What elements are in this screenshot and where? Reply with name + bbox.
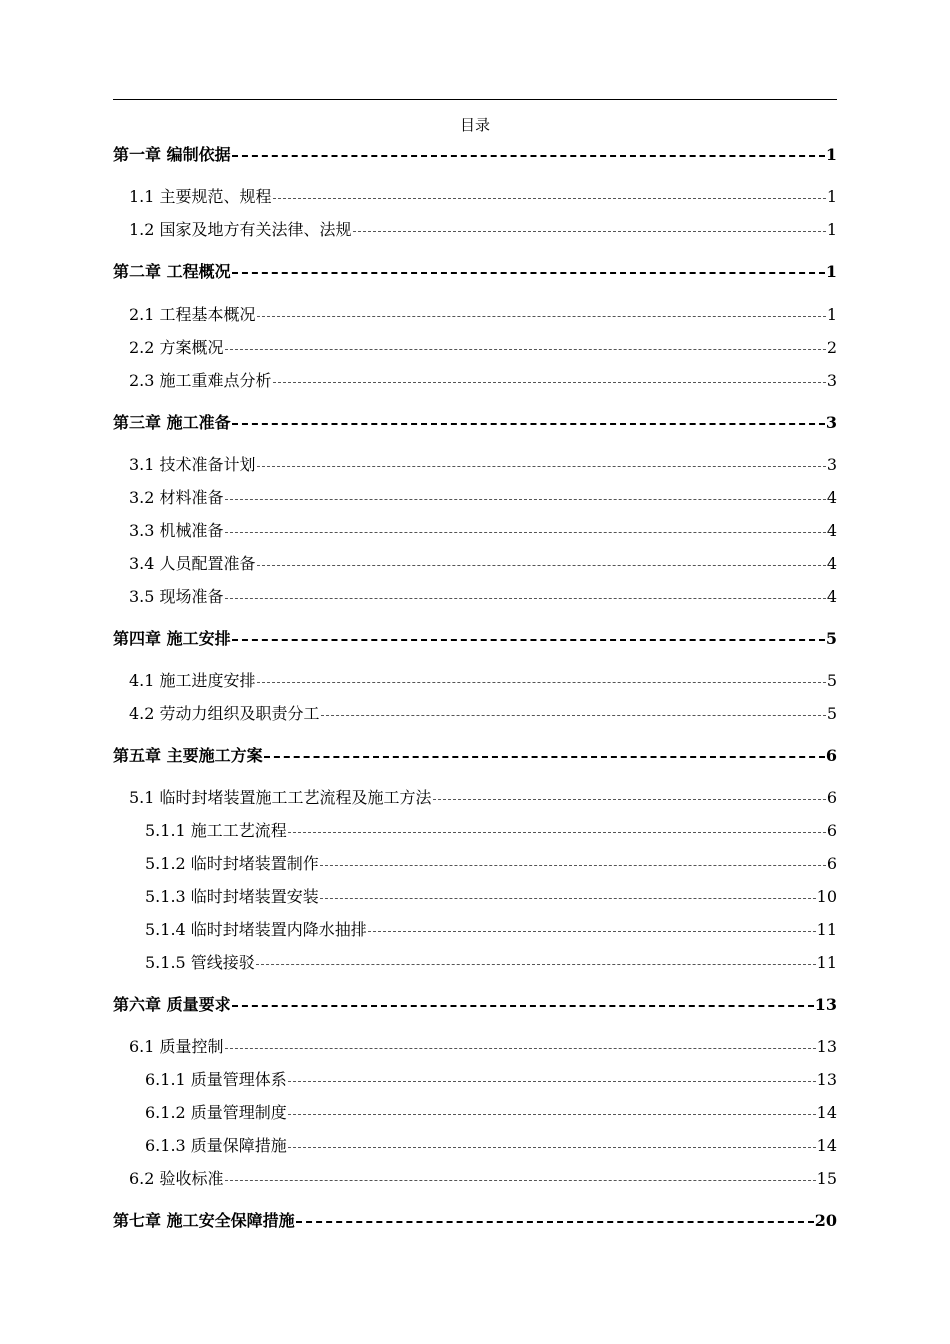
toc-entry-page-number: 11 [816,920,837,939]
toc-entry-page-number: 6 [826,788,837,807]
toc-entry-label: 第三章 施工准备 [113,413,231,432]
toc-entry-page-number: 6 [826,854,837,873]
toc-entry-page-number: 1 [826,305,837,324]
toc-leader-dashes [232,423,825,425]
toc-leader-dashes [273,198,826,199]
toc-entry[interactable] [113,303,837,327]
toc-entry[interactable] [113,669,837,693]
toc-entry-label: 第一章 编制依据 [113,145,231,164]
toc-entry-page-number: 6 [826,821,837,840]
toc-leader-dashes [232,155,825,157]
toc-entry[interactable] [113,819,837,843]
toc-entry-label: 1.2 国家及地方有关法律、法规 [129,220,352,239]
toc-title: 目录 [459,116,490,134]
toc-entry-page-number: 1 [825,262,837,281]
toc-leader-dashes [273,382,826,383]
toc-entry-page-number: 13 [816,1070,837,1089]
toc-leader-dashes [288,1081,816,1082]
toc-entry-page-number: 10 [816,887,837,906]
toc-entry[interactable] [113,218,837,242]
toc-entry-label: 3.3 机械准备 [129,521,224,540]
toc-leader-dashes [225,1180,816,1181]
toc-entry[interactable] [113,519,837,543]
toc-entry-label: 第七章 施工安全保障措施 [113,1211,295,1230]
toc-entry[interactable] [113,852,837,876]
toc-leader-dashes [353,231,826,232]
toc-leader-dashes [257,565,826,566]
toc-entry-page-number: 4 [826,521,837,540]
toc-entry[interactable] [113,1101,837,1125]
toc-entry-page-number: 4 [826,488,837,507]
toc-entry-label: 第五章 主要施工方案 [113,746,263,765]
toc-entry-label: 6.1.3 质量保障措施 [145,1136,287,1155]
toc-entry[interactable] [113,486,837,510]
toc-entry[interactable] [113,1209,837,1233]
toc-entry-label: 4.2 劳动力组织及职责分工 [129,704,320,723]
toc-leader-dashes [232,639,825,641]
toc-entry-page-number: 1 [825,145,837,164]
toc-leader-dashes [288,1147,816,1148]
toc-entry[interactable] [113,627,837,651]
toc-leader-dashes [433,799,826,800]
toc-entry[interactable] [113,1035,837,1059]
header-rule [113,99,837,100]
toc-entry-label: 2.1 工程基本概况 [129,305,256,324]
toc-entry-label: 6.1.1 质量管理体系 [145,1070,287,1089]
toc-entry-label: 5.1.2 临时封堵装置制作 [145,854,319,873]
toc-leader-dashes [232,1005,814,1007]
toc-leader-dashes [320,865,826,866]
toc-leader-dashes [368,931,816,932]
toc-entry-label: 3.4 人员配置准备 [129,554,256,573]
toc-entry-page-number: 14 [816,1136,837,1155]
toc-leader-dashes [321,715,826,716]
toc-leader-dashes [256,964,816,965]
toc-entry-page-number: 13 [816,1037,837,1056]
toc-entry-page-number: 2 [826,338,837,357]
toc-entry-label: 6.1.2 质量管理制度 [145,1103,287,1122]
toc-entry[interactable] [113,585,837,609]
toc-entry-label: 5.1.4 临时封堵装置内降水抽排 [145,920,367,939]
toc-entry[interactable] [113,1167,837,1191]
toc-entry-page-number: 11 [816,953,837,972]
toc-entry-page-number: 1 [826,187,837,206]
toc-leader-dashes [232,272,825,274]
toc-leader-dashes [225,532,826,533]
toc-entry-page-number: 13 [814,995,837,1014]
toc-entry-page-number: 4 [826,554,837,573]
toc-leader-dashes [296,1221,814,1223]
toc-entry-label: 3.1 技术准备计划 [129,455,256,474]
toc-entry-label: 第四章 施工安排 [113,629,231,648]
toc-entry-page-number: 3 [826,455,837,474]
toc-entry[interactable] [113,993,837,1017]
toc-entry-label: 第六章 质量要求 [113,995,231,1014]
toc-leader-dashes [225,1048,816,1049]
toc-entry[interactable] [113,453,837,477]
toc-entry-label: 6.1 质量控制 [129,1037,224,1056]
toc-entry-page-number: 3 [825,413,837,432]
toc-entry-label: 5.1.3 临时封堵装置安装 [145,887,319,906]
toc-entry-page-number: 15 [816,1169,837,1188]
toc-entry[interactable] [113,411,837,435]
toc-leader-dashes [225,499,826,500]
toc-entry-label: 第二章 工程概况 [113,262,231,281]
toc-entry-page-number: 5 [826,671,837,690]
toc-entry-label: 5.1 临时封堵装置施工工艺流程及施工方法 [129,788,432,807]
toc-entry-label: 1.1 主要规范、规程 [129,187,272,206]
toc-entry-page-number: 4 [826,587,837,606]
toc-entry[interactable] [113,369,837,393]
toc-entry[interactable] [113,260,837,284]
toc-entry-page-number: 1 [826,220,837,239]
toc-entry-page-number: 20 [814,1211,837,1230]
toc-entry-label: 2.2 方案概况 [129,338,224,357]
toc-leader-dashes [264,756,825,758]
toc-entry[interactable] [113,1068,837,1092]
toc-entry-label: 4.1 施工进度安排 [129,671,256,690]
toc-leader-dashes [288,1114,816,1115]
toc-leader-dashes [225,598,826,599]
toc-entry[interactable] [113,702,837,726]
toc-entry-label: 5.1.5 管线接驳 [145,953,255,972]
toc-entry-page-number: 5 [826,704,837,723]
toc-entry-label: 5.1.1 施工工艺流程 [145,821,287,840]
toc-entry[interactable] [113,1134,837,1158]
toc-entry[interactable] [113,918,837,942]
toc-leader-dashes [257,682,826,683]
toc-entry-page-number: 14 [816,1103,837,1122]
toc-entry[interactable] [113,885,837,909]
toc-leader-dashes [257,466,826,467]
toc-entry[interactable] [113,143,837,167]
toc-entry-label: 6.2 验收标准 [129,1169,224,1188]
toc-entry[interactable] [113,552,837,576]
toc-entry[interactable] [113,786,837,810]
toc-entry-label: 2.3 施工重难点分析 [129,371,272,390]
toc-leader-dashes [320,898,816,899]
toc-entry-label: 3.2 材料准备 [129,488,224,507]
toc-leader-dashes [225,349,826,350]
toc-entry-page-number: 6 [825,746,837,765]
toc-entry-page-number: 3 [826,371,837,390]
toc-entry[interactable] [113,744,837,768]
toc-entry-label: 3.5 现场准备 [129,587,224,606]
toc-entry-page-number: 5 [825,629,837,648]
toc-entry[interactable] [113,185,837,209]
toc-entry[interactable] [113,951,837,975]
toc-leader-dashes [257,316,826,317]
toc-leader-dashes [288,832,826,833]
toc-entry[interactable] [113,336,837,360]
